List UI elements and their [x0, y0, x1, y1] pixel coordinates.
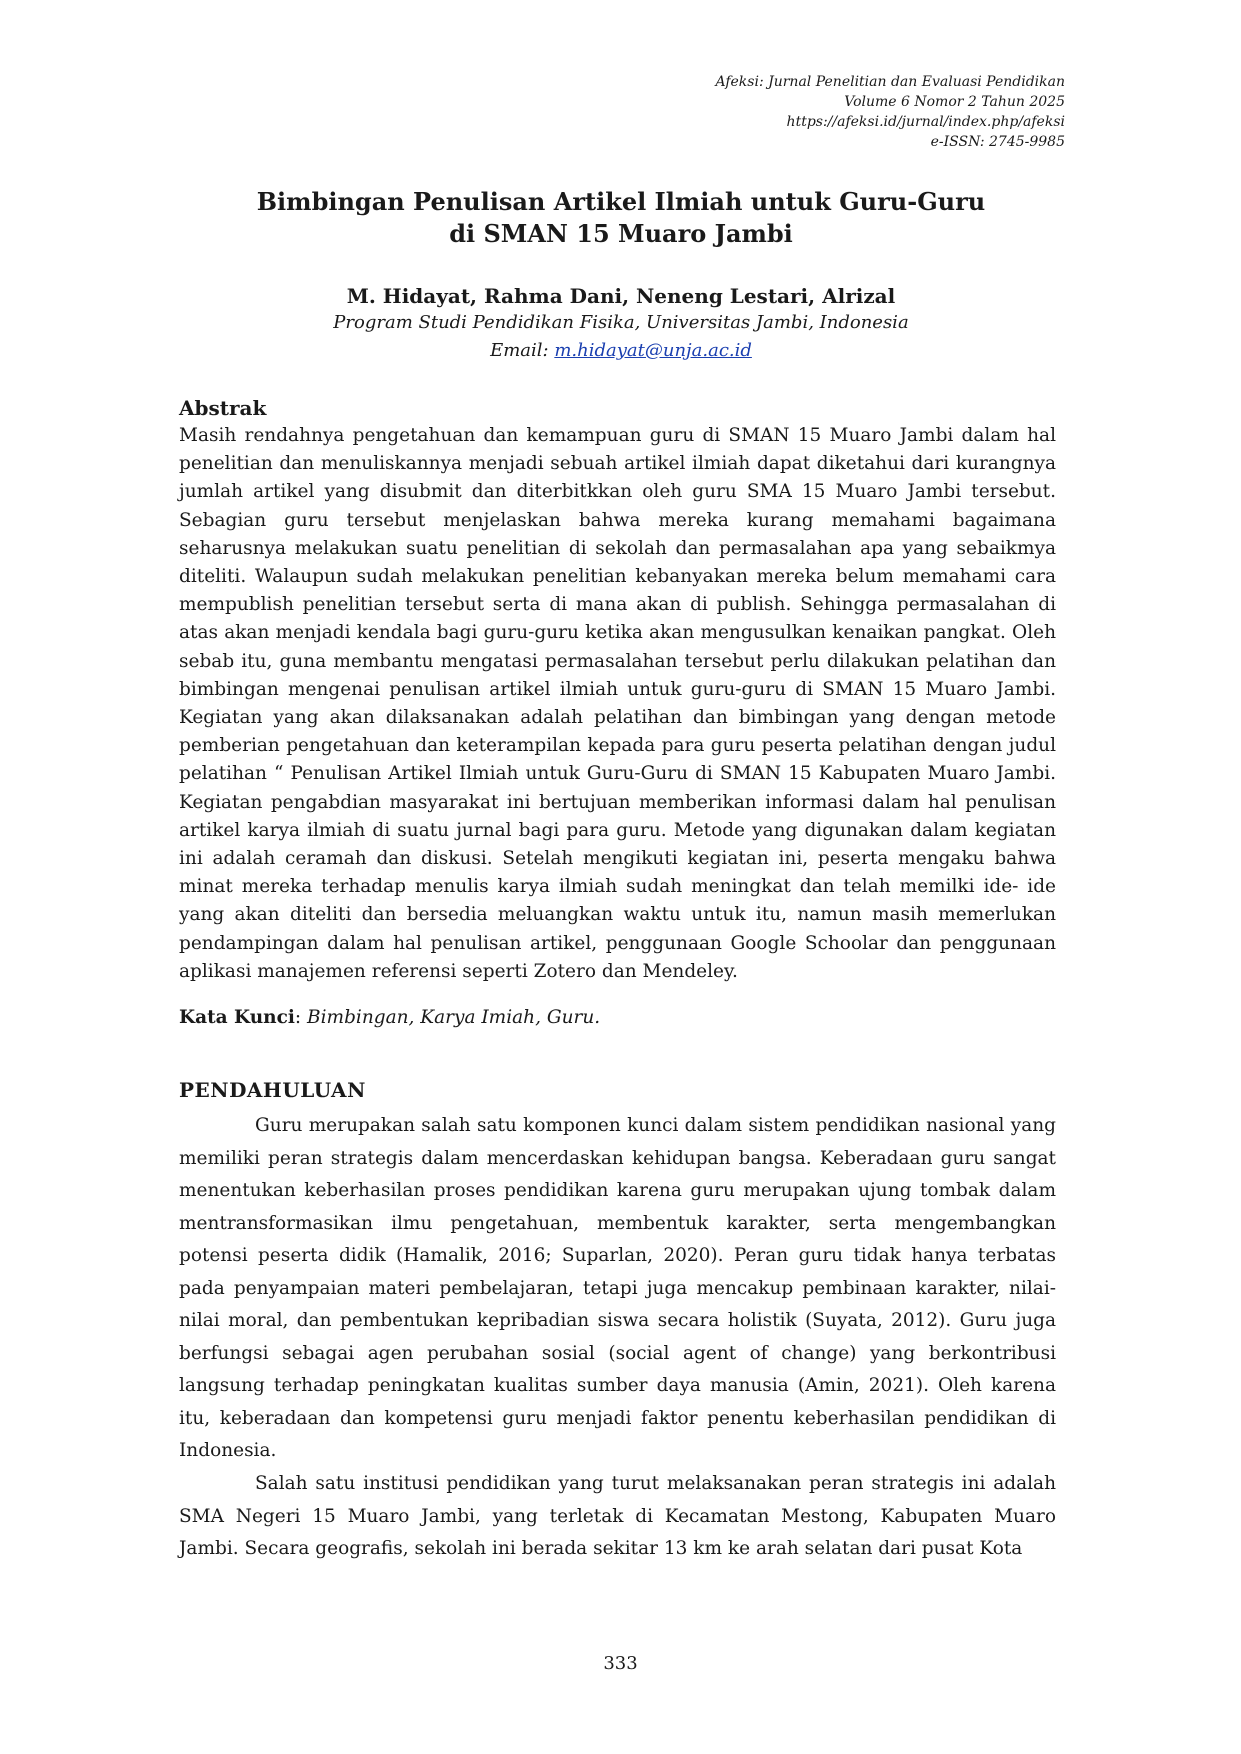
keywords-line [179, 1004, 1056, 1032]
keywords-values: Bimbingan, Karya Imiah, Guru. [307, 1007, 601, 1028]
email-label: Email: [490, 340, 549, 361]
abstract-heading: Abstrak [179, 396, 267, 420]
journal-name: Afeksi: Jurnal Penelitian dan Evaluasi Pendidikan [715, 74, 1065, 90]
article-title-line-1: Bimbingan Penulisan Artikel Ilmiah untuk Guru-Guru [256, 187, 986, 216]
article-affiliation: Program Studi Pendidikan Fisika, Universitas Jambi, Indonesia [333, 312, 909, 333]
intro-paragraph-2: Salah satu institusi pendidikan yang turut melaksanakan peran strategis ini adalah SMA Negeri 15 Muaro Jambi, yang terletak di Kecamatan Mestong, Kabupaten Muaro Jambi. Secara geografis, sekolah ini berada sekitar 13 km ke arah selatan dari pusat Kota [179, 1473, 1056, 1559]
keywords-label: Kata Kunci [179, 1007, 295, 1028]
journal-header [365, 72, 1065, 152]
article-title [181, 186, 1061, 250]
article-title-line-2: di SMAN 15 Muaro Jambi [449, 219, 793, 248]
article-email-line [181, 338, 1061, 364]
intro-paragraph-1: Guru merupakan salah satu komponen kunci dalam sistem pendidikan nasional yang memiliki peran strategis dalam mencerdaskan kehidupan bangsa. Keberadaan guru sangat menentukan keberhasilan proses pendidikan karena guru merupakan ujung tombak dalam mentransformasikan ilmu pengetahuan, membentuk karakter, serta mengembangkan potensi peserta didik (Hamalik, 2016; Suparlan, 2020). Peran guru tidak hanya terbatas pada penyampaian materi pembelajaran, tetapi juga mencakup pembinaan karakter, nilai-nilai moral, dan pembentukan kepribadian siswa secara holistik (Suyata, 2012). Guru juga berfungsi sebagai agen perubahan sosial (social agent of change) yang berkontribusi langsung terhadap peningkatan kualitas sumber daya manusia (Amin, 2021). Oleh karena itu, keberadaan dan kompetensi guru menjadi faktor penentu keberhasilan pendidikan di Indonesia. [179, 1115, 1056, 1461]
journal-volume: Volume 6 Nomor 2 Tahun 2025 [844, 94, 1065, 110]
keywords-separator: : [294, 1007, 308, 1028]
section-heading-pendahuluan: PENDAHULUAN [179, 1078, 366, 1102]
journal-issn: e-ISSN: 2745-9985 [930, 134, 1065, 150]
email-link[interactable]: m.hidayat@unja.ac.id [554, 340, 752, 361]
journal-url[interactable]: https://afeksi.id/jurnal/index.php/afeksi [786, 114, 1065, 130]
article-authors: M. Hidayat, Rahma Dani, Neneng Lestari, Alrizal [346, 284, 896, 308]
page-number: 333 [603, 1653, 638, 1674]
abstract-text: Masih rendahnya pengetahuan dan kemampuan guru di SMAN 15 Muaro Jambi dalam hal penelitian dan menuliskannya menjadi sebuah artikel ilmiah dapat diketahui dari kurangnya jumlah artikel yang disubmit dan diterbitkkan oleh guru SMA 15 Muaro Jambi tersebut. Sebagian guru tersebut menjelaskan bahwa mereka kurang memahami bagaimana seharusnya melakukan suatu penelitian di sekolah dan permasalahan apa yang sebaikmya diteliti. Walaupun sudah melakukan penelitian kebanyakan mereka belum memahami cara mempublish penelitian tersebut serta di mana akan di publish. Sehingga permasalahan di atas akan menjadi kendala bagi guru-guru ketika akan mengusulkan kenaikan pangkat. Oleh sebab itu, guna membantu mengatasi permasalahan tersebut perlu dilakukan pelatihan dan bimbingan mengenai penulisan artikel ilmiah untuk guru-guru di SMAN 15 Muaro Jambi. Kegiatan yang akan dilaksanakan adalah pelatihan dan bimbingan yang dengan metode pemberian pengetahuan dan keterampilan kepada para guru peserta pelatihan dengan judul pelatihan “ Penulisan Artikel Ilmiah untuk Guru-Guru di SMAN 15 Kabupaten Muaro Jambi. Kegiatan pengabdian masyarakat ini bertujuan memberikan informasi dalam hal penulisan artikel karya ilmiah di suatu jurnal bagi para guru. Metode yang digunakan dalam kegiatan ini adalah ceramah dan diskusi. Setelah mengikuti kegiatan ini, peserta mengaku bahwa minat mereka terhadap menulis karya ilmiah sudah meningkat dan telah memilki ide- ide yang akan diteliti dan bersedia meluangkan waktu untuk itu, namun masih memerlukan pendampingan dalam hal penulisan artikel, penggunaan Google Schoolar dan penggunaan aplikasi manajemen referensi seperti Zotero dan Mendeley. [179, 425, 1056, 982]
